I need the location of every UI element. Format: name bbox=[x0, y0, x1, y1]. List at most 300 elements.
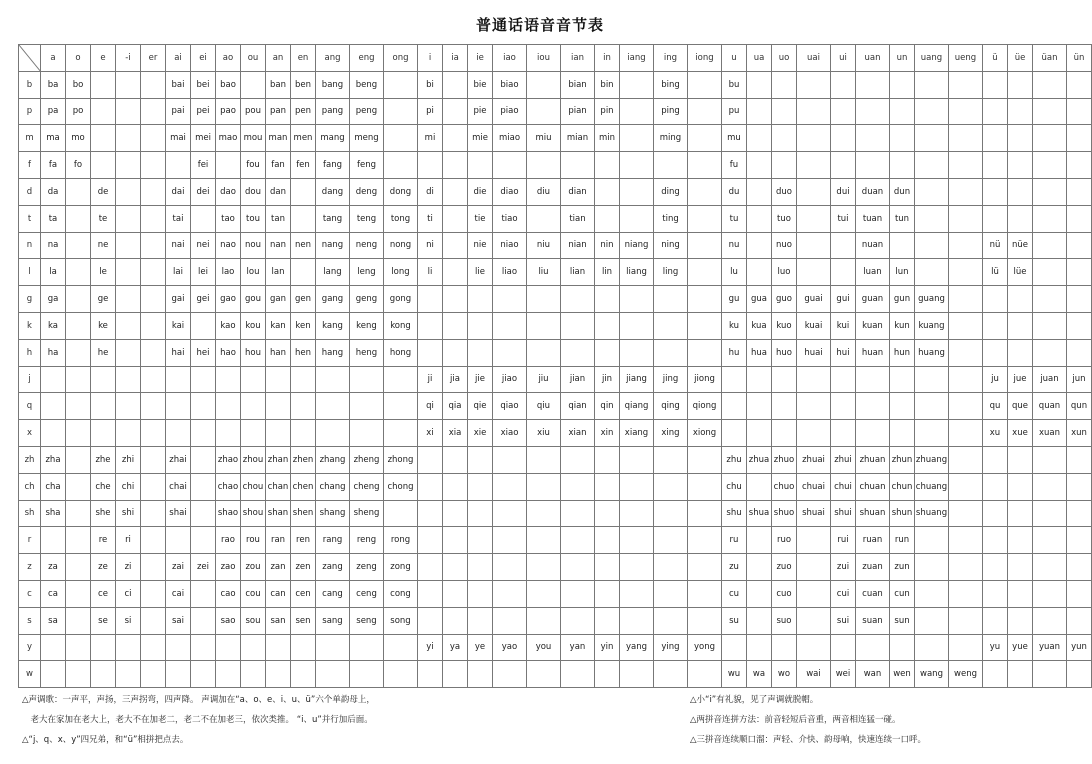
syllable-cell bbox=[772, 125, 797, 152]
syllable-cell: shu bbox=[722, 500, 747, 527]
syllable-cell: luan bbox=[856, 259, 890, 286]
syllable-cell: qiong bbox=[688, 393, 722, 420]
syllable-cell bbox=[747, 473, 772, 500]
syllable-cell: gu bbox=[722, 286, 747, 313]
syllable-cell: tou bbox=[241, 205, 266, 232]
final-header: uo bbox=[772, 45, 797, 72]
syllable-cell bbox=[191, 661, 216, 688]
syllable-cell bbox=[527, 554, 561, 581]
syllable-cell bbox=[350, 393, 384, 420]
syllable-cell: xia bbox=[443, 420, 468, 447]
syllable-cell: huo bbox=[772, 339, 797, 366]
syllable-cell bbox=[418, 661, 443, 688]
syllable-cell bbox=[983, 152, 1008, 179]
syllable-cell: gan bbox=[266, 286, 291, 313]
syllable-cell: suo bbox=[772, 607, 797, 634]
final-header: in bbox=[595, 45, 620, 72]
syllable-cell bbox=[620, 607, 654, 634]
syllable-cell: rou bbox=[241, 527, 266, 554]
final-header: en bbox=[291, 45, 316, 72]
syllable-cell: bie bbox=[468, 71, 493, 98]
syllable-cell: zhui bbox=[831, 446, 856, 473]
syllable-cell bbox=[983, 554, 1008, 581]
syllable-cell bbox=[91, 125, 116, 152]
syllable-cell bbox=[1067, 178, 1092, 205]
syllable-cell: chui bbox=[831, 473, 856, 500]
initial-cell: sh bbox=[19, 500, 41, 527]
syllable-cell bbox=[949, 286, 983, 313]
syllable-cell: de bbox=[91, 178, 116, 205]
syllable-cell bbox=[831, 152, 856, 179]
syllable-cell bbox=[620, 205, 654, 232]
syllable-cell: meng bbox=[350, 125, 384, 152]
syllable-cell: chan bbox=[266, 473, 291, 500]
syllable-cell: qiang bbox=[620, 393, 654, 420]
syllable-cell bbox=[443, 205, 468, 232]
syllable-cell bbox=[141, 232, 166, 259]
syllable-cell: mang bbox=[316, 125, 350, 152]
syllable-cell bbox=[291, 393, 316, 420]
syllable-cell bbox=[316, 634, 350, 661]
syllable-cell: hang bbox=[316, 339, 350, 366]
syllable-cell bbox=[1067, 71, 1092, 98]
syllable-cell bbox=[216, 661, 241, 688]
syllable-cell: fou bbox=[241, 152, 266, 179]
syllable-cell bbox=[983, 500, 1008, 527]
syllable-cell bbox=[688, 259, 722, 286]
syllable-cell: gua bbox=[747, 286, 772, 313]
syllable-cell bbox=[1033, 607, 1067, 634]
syllable-cell: geng bbox=[350, 286, 384, 313]
syllable-cell: zong bbox=[384, 554, 418, 581]
syllable-cell bbox=[983, 125, 1008, 152]
syllable-cell bbox=[91, 152, 116, 179]
final-header: ie bbox=[468, 45, 493, 72]
syllable-cell: zou bbox=[241, 554, 266, 581]
syllable-cell bbox=[1067, 339, 1092, 366]
syllable-cell bbox=[983, 312, 1008, 339]
syllable-cell: pang bbox=[316, 98, 350, 125]
syllable-cell bbox=[1067, 446, 1092, 473]
syllable-cell bbox=[443, 286, 468, 313]
syllable-cell: zuo bbox=[772, 554, 797, 581]
final-header: -i bbox=[116, 45, 141, 72]
syllable-cell bbox=[443, 259, 468, 286]
syllable-cell bbox=[41, 366, 66, 393]
syllable-cell: ruo bbox=[772, 527, 797, 554]
syllable-cell: cuan bbox=[856, 580, 890, 607]
syllable-cell: qia bbox=[443, 393, 468, 420]
syllable-cell bbox=[166, 420, 191, 447]
syllable-cell bbox=[527, 527, 561, 554]
syllable-cell: shuo bbox=[772, 500, 797, 527]
syllable-cell bbox=[116, 152, 141, 179]
syllable-cell: fei bbox=[191, 152, 216, 179]
syllable-cell: dao bbox=[216, 178, 241, 205]
syllable-cell: ming bbox=[654, 125, 688, 152]
syllable-cell: niao bbox=[493, 232, 527, 259]
syllable-cell bbox=[443, 661, 468, 688]
syllable-cell: di bbox=[418, 178, 443, 205]
syllable-cell bbox=[527, 446, 561, 473]
syllable-cell: jing bbox=[654, 366, 688, 393]
syllable-cell: xin bbox=[595, 420, 620, 447]
syllable-cell bbox=[772, 634, 797, 661]
syllable-cell: wei bbox=[831, 661, 856, 688]
syllable-cell bbox=[949, 527, 983, 554]
syllable-cell: fu bbox=[722, 152, 747, 179]
syllable-cell bbox=[620, 339, 654, 366]
syllable-cell bbox=[688, 554, 722, 581]
syllable-cell bbox=[856, 366, 890, 393]
syllable-cell: kai bbox=[166, 312, 191, 339]
syllable-cell bbox=[116, 420, 141, 447]
syllable-cell: deng bbox=[350, 178, 384, 205]
syllable-cell: zan bbox=[266, 554, 291, 581]
syllable-cell bbox=[688, 661, 722, 688]
syllable-cell: huang bbox=[915, 339, 949, 366]
syllable-cell bbox=[722, 634, 747, 661]
syllable-cell: gei bbox=[191, 286, 216, 313]
syllable-cell: fang bbox=[316, 152, 350, 179]
final-header: iong bbox=[688, 45, 722, 72]
syllable-cell bbox=[1033, 71, 1067, 98]
syllable-cell: diu bbox=[527, 178, 561, 205]
syllable-cell: tai bbox=[166, 205, 191, 232]
syllable-cell bbox=[1008, 312, 1033, 339]
syllable-cell: ying bbox=[654, 634, 688, 661]
syllable-cell bbox=[443, 527, 468, 554]
syllable-cell: liao bbox=[493, 259, 527, 286]
syllable-cell: bian bbox=[561, 71, 595, 98]
syllable-cell bbox=[831, 259, 856, 286]
syllable-cell bbox=[418, 580, 443, 607]
syllable-cell: tan bbox=[266, 205, 291, 232]
syllable-cell: ruan bbox=[856, 527, 890, 554]
table-row bbox=[19, 71, 1092, 98]
syllable-cell: fo bbox=[66, 152, 91, 179]
syllable-cell: hei bbox=[191, 339, 216, 366]
syllable-cell: wa bbox=[747, 661, 772, 688]
syllable-cell bbox=[747, 366, 772, 393]
syllable-cell: ti bbox=[418, 205, 443, 232]
syllable-cell: gen bbox=[291, 286, 316, 313]
syllable-cell bbox=[915, 125, 949, 152]
syllable-cell: gou bbox=[241, 286, 266, 313]
syllable-cell bbox=[1067, 232, 1092, 259]
syllable-cell bbox=[291, 178, 316, 205]
note-line: △三拼音连续顺口溜：声轻、介快、韵母响，快速连续一口呼。 bbox=[690, 735, 927, 745]
syllable-cell: shou bbox=[241, 500, 266, 527]
syllable-cell: tuo bbox=[772, 205, 797, 232]
syllable-cell: kuang bbox=[915, 312, 949, 339]
syllable-cell bbox=[493, 152, 527, 179]
syllable-cell: sen bbox=[291, 607, 316, 634]
syllable-cell bbox=[797, 98, 831, 125]
syllable-cell: wai bbox=[797, 661, 831, 688]
final-header: er bbox=[141, 45, 166, 72]
syllable-cell bbox=[949, 125, 983, 152]
syllable-cell bbox=[890, 634, 915, 661]
syllable-cell: jian bbox=[561, 366, 595, 393]
syllable-cell: duo bbox=[772, 178, 797, 205]
syllable-cell: su bbox=[722, 607, 747, 634]
syllable-cell: hai bbox=[166, 339, 191, 366]
syllable-cell bbox=[66, 473, 91, 500]
syllable-cell: pin bbox=[595, 98, 620, 125]
syllable-cell: ne bbox=[91, 232, 116, 259]
syllable-cell: niang bbox=[620, 232, 654, 259]
syllable-cell bbox=[1067, 473, 1092, 500]
syllable-cell bbox=[191, 607, 216, 634]
syllable-cell bbox=[527, 205, 561, 232]
syllable-cell: qie bbox=[468, 393, 493, 420]
syllable-cell: dai bbox=[166, 178, 191, 205]
syllable-cell: chi bbox=[116, 473, 141, 500]
initial-cell: p bbox=[19, 98, 41, 125]
final-header: ang bbox=[316, 45, 350, 72]
syllable-cell: die bbox=[468, 178, 493, 205]
syllable-cell bbox=[595, 527, 620, 554]
syllable-cell bbox=[949, 420, 983, 447]
syllable-cell: liu bbox=[527, 259, 561, 286]
syllable-cell bbox=[141, 446, 166, 473]
syllable-cell: ga bbox=[41, 286, 66, 313]
syllable-cell bbox=[1033, 152, 1067, 179]
syllable-cell bbox=[384, 500, 418, 527]
syllable-cell: neng bbox=[350, 232, 384, 259]
syllable-cell bbox=[620, 178, 654, 205]
syllable-cell bbox=[191, 393, 216, 420]
syllable-cell: mei bbox=[191, 125, 216, 152]
syllable-cell: huan bbox=[856, 339, 890, 366]
initial-cell: d bbox=[19, 178, 41, 205]
syllable-cell bbox=[983, 473, 1008, 500]
syllable-cell: peng bbox=[350, 98, 384, 125]
final-header: un bbox=[890, 45, 915, 72]
table-row bbox=[19, 259, 1092, 286]
syllable-cell: chun bbox=[890, 473, 915, 500]
syllable-cell: xi bbox=[418, 420, 443, 447]
syllable-cell: nao bbox=[216, 232, 241, 259]
syllable-cell: bu bbox=[722, 71, 747, 98]
syllable-cell bbox=[915, 554, 949, 581]
syllable-cell bbox=[747, 259, 772, 286]
final-header: e bbox=[91, 45, 116, 72]
final-header: ou bbox=[241, 45, 266, 72]
initial-cell: q bbox=[19, 393, 41, 420]
syllable-cell: tang bbox=[316, 205, 350, 232]
syllable-cell bbox=[620, 446, 654, 473]
syllable-cell bbox=[1033, 312, 1067, 339]
syllable-cell: xian bbox=[561, 420, 595, 447]
syllable-cell: you bbox=[527, 634, 561, 661]
syllable-cell bbox=[527, 286, 561, 313]
syllable-cell: na bbox=[41, 232, 66, 259]
syllable-cell: pa bbox=[41, 98, 66, 125]
syllable-cell bbox=[983, 607, 1008, 634]
table-row bbox=[19, 232, 1092, 259]
syllable-cell bbox=[915, 366, 949, 393]
syllable-cell bbox=[66, 554, 91, 581]
syllable-cell: cu bbox=[722, 580, 747, 607]
syllable-cell: chen bbox=[291, 473, 316, 500]
syllable-cell: guai bbox=[797, 286, 831, 313]
syllable-cell: se bbox=[91, 607, 116, 634]
syllable-cell: zhuo bbox=[772, 446, 797, 473]
syllable-cell: mai bbox=[166, 125, 191, 152]
final-header: ü bbox=[983, 45, 1008, 72]
syllable-cell bbox=[688, 98, 722, 125]
syllable-cell: ha bbox=[41, 339, 66, 366]
syllable-cell: nu bbox=[722, 232, 747, 259]
syllable-cell bbox=[983, 98, 1008, 125]
syllable-cell bbox=[468, 473, 493, 500]
table-row bbox=[19, 607, 1092, 634]
syllable-cell: ran bbox=[266, 527, 291, 554]
syllable-cell: da bbox=[41, 178, 66, 205]
syllable-cell bbox=[66, 607, 91, 634]
syllable-cell bbox=[191, 580, 216, 607]
syllable-cell bbox=[1033, 446, 1067, 473]
syllable-cell: ba bbox=[41, 71, 66, 98]
table-row bbox=[19, 554, 1092, 581]
final-header: ueng bbox=[949, 45, 983, 72]
final-header: iou bbox=[527, 45, 561, 72]
syllable-cell: bang bbox=[316, 71, 350, 98]
syllable-cell: ceng bbox=[350, 580, 384, 607]
table-row bbox=[19, 312, 1092, 339]
initial-cell: y bbox=[19, 634, 41, 661]
syllable-cell: pai bbox=[166, 98, 191, 125]
final-header: ong bbox=[384, 45, 418, 72]
syllable-cell bbox=[688, 473, 722, 500]
table-row bbox=[19, 527, 1092, 554]
syllable-cell bbox=[66, 232, 91, 259]
syllable-cell: guang bbox=[915, 286, 949, 313]
syllable-cell: bing bbox=[654, 71, 688, 98]
syllable-cell bbox=[468, 554, 493, 581]
syllable-cell: mie bbox=[468, 125, 493, 152]
syllable-cell bbox=[66, 500, 91, 527]
syllable-cell bbox=[166, 527, 191, 554]
syllable-cell: yi bbox=[418, 634, 443, 661]
syllable-table bbox=[18, 44, 1092, 688]
syllable-cell bbox=[384, 661, 418, 688]
syllable-cell bbox=[856, 71, 890, 98]
syllable-cell bbox=[856, 393, 890, 420]
syllable-cell bbox=[443, 71, 468, 98]
syllable-cell: mi bbox=[418, 125, 443, 152]
initial-cell: x bbox=[19, 420, 41, 447]
syllable-cell: cen bbox=[291, 580, 316, 607]
syllable-cell bbox=[856, 152, 890, 179]
syllable-cell bbox=[41, 634, 66, 661]
syllable-cell bbox=[949, 339, 983, 366]
syllable-cell bbox=[1033, 580, 1067, 607]
syllable-cell bbox=[654, 152, 688, 179]
syllable-cell: yun bbox=[1067, 634, 1092, 661]
syllable-cell: jiong bbox=[688, 366, 722, 393]
syllable-cell: fen bbox=[291, 152, 316, 179]
syllable-cell: dong bbox=[384, 178, 418, 205]
syllable-cell bbox=[654, 500, 688, 527]
syllable-cell: dian bbox=[561, 178, 595, 205]
syllable-cell bbox=[620, 152, 654, 179]
syllable-cell bbox=[91, 420, 116, 447]
initial-cell: j bbox=[19, 366, 41, 393]
syllable-cell bbox=[1008, 527, 1033, 554]
syllable-cell bbox=[747, 607, 772, 634]
syllable-cell: si bbox=[116, 607, 141, 634]
syllable-cell: dang bbox=[316, 178, 350, 205]
syllable-cell bbox=[890, 393, 915, 420]
syllable-cell bbox=[1008, 339, 1033, 366]
syllable-cell bbox=[116, 366, 141, 393]
table-row bbox=[19, 580, 1092, 607]
syllable-cell: zu bbox=[722, 554, 747, 581]
syllable-cell bbox=[983, 580, 1008, 607]
syllable-cell: gang bbox=[316, 286, 350, 313]
syllable-cell: po bbox=[66, 98, 91, 125]
syllable-cell: wo bbox=[772, 661, 797, 688]
syllable-cell: tong bbox=[384, 205, 418, 232]
syllable-cell bbox=[797, 71, 831, 98]
syllable-cell: gai bbox=[166, 286, 191, 313]
syllable-cell: lang bbox=[316, 259, 350, 286]
syllable-cell: tuan bbox=[856, 205, 890, 232]
syllable-cell bbox=[915, 98, 949, 125]
syllable-cell bbox=[384, 393, 418, 420]
syllable-cell: qiao bbox=[493, 393, 527, 420]
syllable-cell bbox=[241, 366, 266, 393]
syllable-cell: sha bbox=[41, 500, 66, 527]
final-header: ao bbox=[216, 45, 241, 72]
syllable-cell bbox=[141, 259, 166, 286]
syllable-cell bbox=[493, 473, 527, 500]
syllable-cell bbox=[595, 500, 620, 527]
syllable-cell bbox=[949, 259, 983, 286]
syllable-cell: bai bbox=[166, 71, 191, 98]
syllable-cell bbox=[620, 473, 654, 500]
initial-cell: r bbox=[19, 527, 41, 554]
syllable-cell bbox=[1067, 607, 1092, 634]
syllable-cell: tao bbox=[216, 205, 241, 232]
syllable-cell: ka bbox=[41, 312, 66, 339]
initial-cell: g bbox=[19, 286, 41, 313]
syllable-cell: kuan bbox=[856, 312, 890, 339]
syllable-cell bbox=[91, 634, 116, 661]
syllable-cell bbox=[747, 178, 772, 205]
syllable-cell: zhen bbox=[291, 446, 316, 473]
syllable-cell bbox=[688, 500, 722, 527]
syllable-cell: yu bbox=[983, 634, 1008, 661]
syllable-cell: zhe bbox=[91, 446, 116, 473]
syllable-cell bbox=[561, 473, 595, 500]
syllable-cell: hui bbox=[831, 339, 856, 366]
syllable-cell bbox=[915, 178, 949, 205]
syllable-cell: jiang bbox=[620, 366, 654, 393]
syllable-cell: yong bbox=[688, 634, 722, 661]
syllable-cell: zhuai bbox=[797, 446, 831, 473]
notes-left bbox=[22, 690, 375, 750]
syllable-cell: pei bbox=[191, 98, 216, 125]
table-row bbox=[19, 366, 1092, 393]
syllable-cell: cun bbox=[890, 580, 915, 607]
syllable-cell: lou bbox=[241, 259, 266, 286]
syllable-cell: re bbox=[91, 527, 116, 554]
syllable-cell bbox=[116, 393, 141, 420]
